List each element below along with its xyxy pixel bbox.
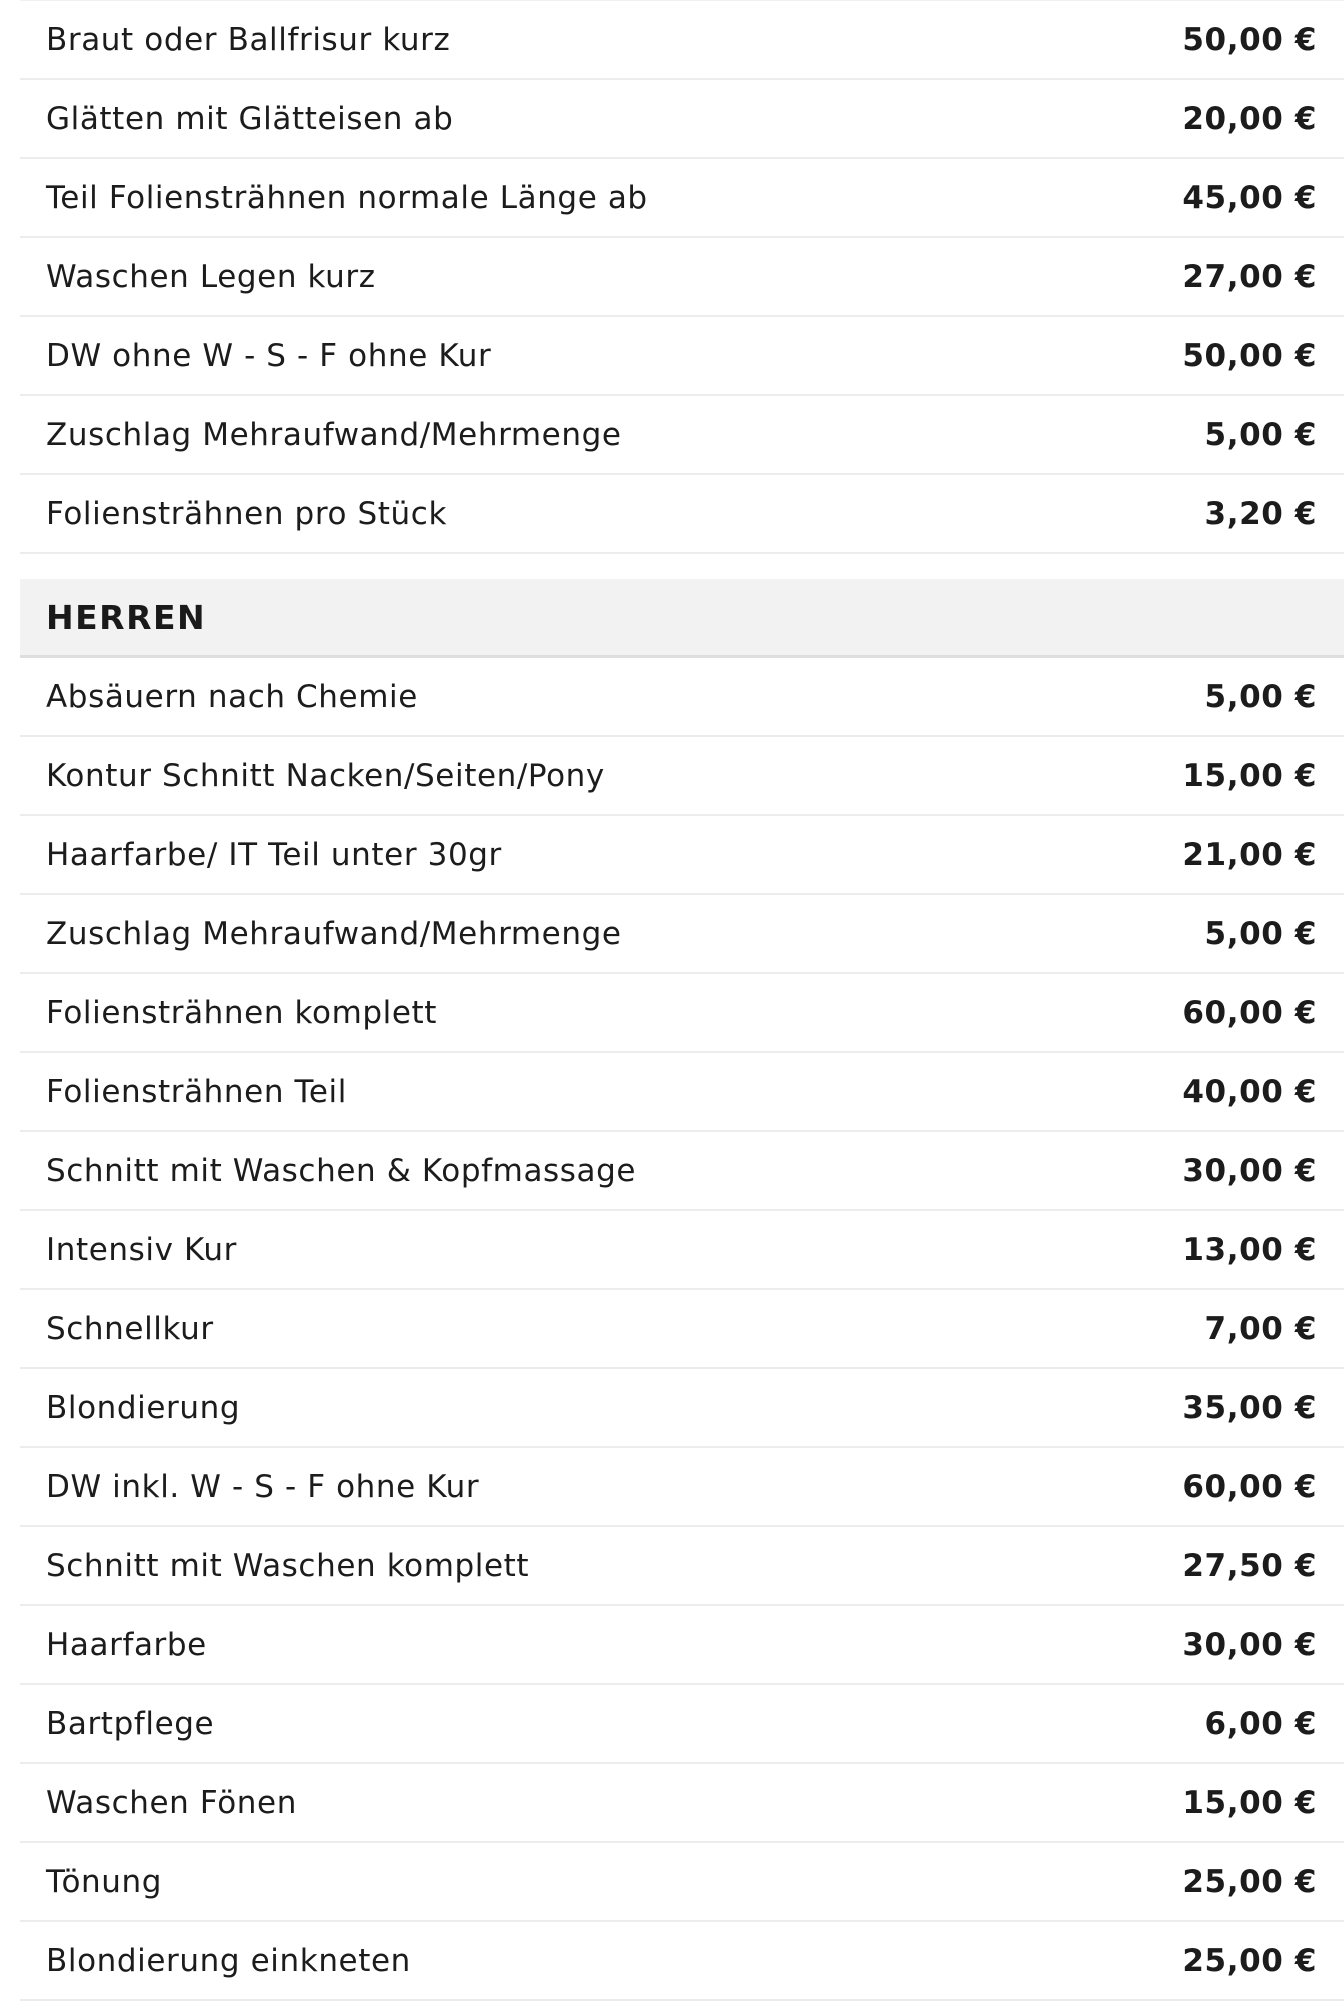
- price-row: [20, 1132, 1344, 1211]
- price-row: [20, 816, 1344, 895]
- price-row: [20, 1527, 1344, 1606]
- service-price: 30,00 €: [1182, 1626, 1317, 1663]
- price-row: [20, 317, 1344, 396]
- service-name: Foliensträhnen komplett: [46, 994, 438, 1031]
- price-row: [20, 1369, 1344, 1448]
- service-name: Braut oder Ballfrisur kurz: [46, 21, 451, 58]
- section-title: HERREN: [46, 597, 207, 637]
- service-name: Schnellkur: [46, 1310, 214, 1347]
- service-name: Glätten mit Glätteisen ab: [46, 100, 454, 137]
- service-name: Intensiv Kur: [46, 1231, 238, 1268]
- service-name: Foliensträhnen pro Stück: [46, 495, 447, 532]
- service-name: Kontur Schnitt Nacken/Seiten/Pony: [46, 757, 605, 794]
- service-name: Blondierung: [46, 1389, 241, 1426]
- price-row: [20, 1843, 1344, 1922]
- price-row: [20, 1290, 1344, 1369]
- service-price: 25,00 €: [1182, 1942, 1317, 1979]
- price-row: [20, 1606, 1344, 1685]
- service-name: Schnitt mit Waschen & Kopfmassage: [46, 1152, 637, 1189]
- price-row: [20, 1764, 1344, 1843]
- price-row: [20, 238, 1344, 317]
- service-name: DW inkl. W - S - F ohne Kur: [46, 1468, 480, 1505]
- service-name: Bartpflege: [46, 1705, 215, 1742]
- price-list: [20, 0, 1344, 2001]
- service-price: 60,00 €: [1182, 1468, 1317, 1505]
- service-name: Waschen Fönen: [46, 1784, 297, 1821]
- price-row: [20, 1053, 1344, 1132]
- service-price: 5,00 €: [1204, 678, 1317, 715]
- service-name: Zuschlag Mehraufwand/Mehrmenge: [46, 915, 622, 952]
- price-row: [20, 80, 1344, 159]
- price-section-damen: [20, 0, 1344, 554]
- service-price: 15,00 €: [1182, 757, 1317, 794]
- service-price: 40,00 €: [1182, 1073, 1317, 1110]
- service-name: Waschen Legen kurz: [46, 258, 376, 295]
- service-price: 35,00 €: [1182, 1389, 1317, 1426]
- service-name: Teil Foliensträhnen normale Länge ab: [46, 179, 648, 216]
- section-spacer: [20, 554, 1344, 579]
- service-price: 25,00 €: [1182, 1863, 1317, 1900]
- service-price: 5,00 €: [1204, 915, 1317, 952]
- service-price: 45,00 €: [1182, 179, 1317, 216]
- service-name: Blondierung einkneten: [46, 1942, 411, 1979]
- service-name: Zuschlag Mehraufwand/Mehrmenge: [46, 416, 622, 453]
- service-name: Foliensträhnen Teil: [46, 1073, 347, 1110]
- price-row: [20, 159, 1344, 238]
- price-row: [20, 1211, 1344, 1290]
- price-row: [20, 396, 1344, 475]
- service-price: 3,20 €: [1204, 495, 1317, 532]
- service-price: 5,00 €: [1204, 416, 1317, 453]
- service-name: Haarfarbe/ IT Teil unter 30gr: [46, 836, 502, 873]
- price-section-herren: [20, 579, 1344, 2001]
- price-row: [20, 895, 1344, 974]
- price-row: [20, 475, 1344, 554]
- price-row: [20, 1685, 1344, 1764]
- service-price: 13,00 €: [1182, 1231, 1317, 1268]
- service-name: Schnitt mit Waschen komplett: [46, 1547, 530, 1584]
- service-price: 15,00 €: [1182, 1784, 1317, 1821]
- service-price: 50,00 €: [1182, 21, 1317, 58]
- price-row: [20, 0, 1344, 80]
- service-name: Absäuern nach Chemie: [46, 678, 418, 715]
- service-price: 50,00 €: [1182, 337, 1317, 374]
- service-price: 60,00 €: [1182, 994, 1317, 1031]
- service-price: 27,50 €: [1182, 1547, 1317, 1584]
- service-name: DW ohne W - S - F ohne Kur: [46, 337, 492, 374]
- service-price: 20,00 €: [1182, 100, 1317, 137]
- price-row: [20, 1922, 1344, 2001]
- price-row: [20, 1448, 1344, 1527]
- service-price: 7,00 €: [1204, 1310, 1317, 1347]
- service-name: Tönung: [46, 1863, 163, 1900]
- section-header: [20, 579, 1344, 658]
- price-row: [20, 658, 1344, 737]
- service-price: 21,00 €: [1182, 836, 1317, 873]
- service-price: 6,00 €: [1204, 1705, 1317, 1742]
- service-price: 30,00 €: [1182, 1152, 1317, 1189]
- service-price: 27,00 €: [1182, 258, 1317, 295]
- price-row: [20, 737, 1344, 816]
- price-row: [20, 974, 1344, 1053]
- service-name: Haarfarbe: [46, 1626, 207, 1663]
